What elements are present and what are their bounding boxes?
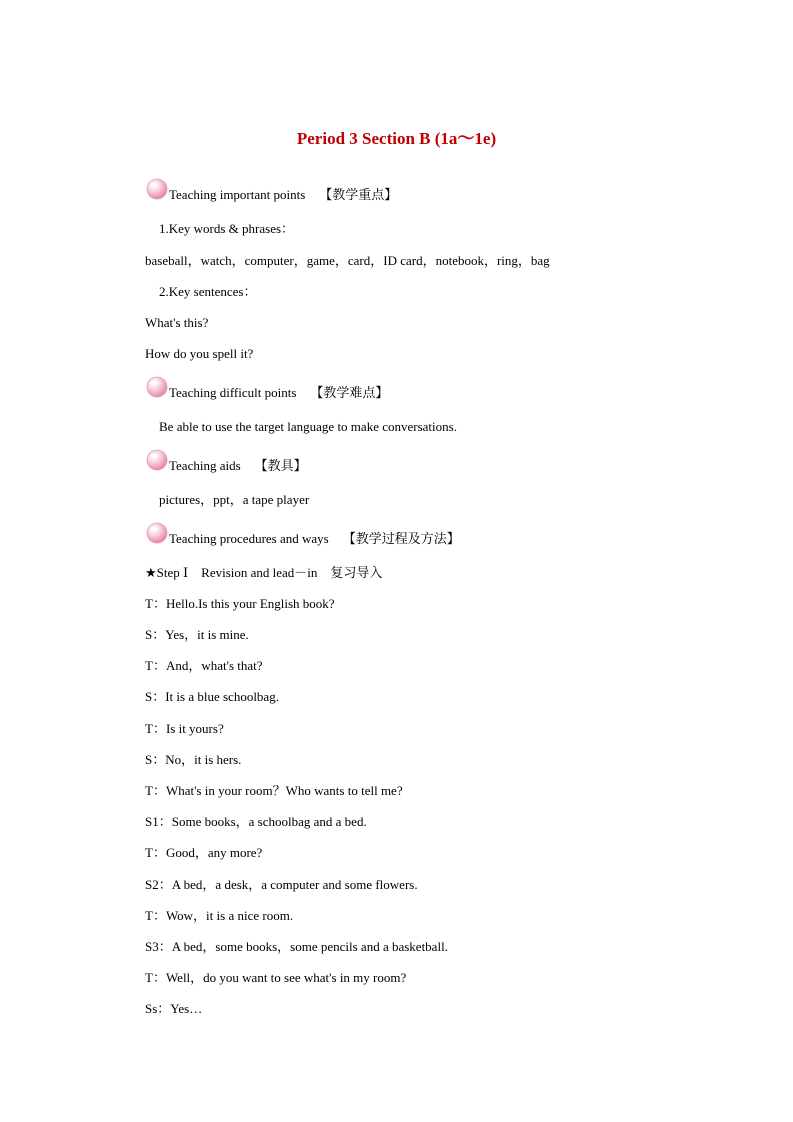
dialogue-line: T：Wow，it is a nice room. (145, 908, 294, 923)
section-label-en: Teaching aids (169, 458, 241, 473)
section-label-cn: 【教学重点】 (319, 187, 398, 202)
dialogue-line: S2：A bed，a desk，a computer and some flowers. (145, 877, 418, 892)
dialogue-line: Ss：Yes… (145, 1001, 203, 1016)
page-title: Period 3 Section B (1a～1e) (296, 129, 497, 148)
difficult-points-text: Be able to use the target language to make conversations. (159, 419, 457, 434)
section-label-en: Teaching procedures and ways (169, 531, 329, 546)
pink-bullet-icon (146, 178, 170, 202)
key-sentence: How do you spell it? (145, 346, 254, 361)
key-sentence: What's this? (145, 315, 209, 330)
dialogue-line: T：Well，do you want to see what's in my room? (145, 970, 407, 985)
dialogue-line: S：No，it is hers. (145, 752, 242, 767)
dialogue-line: T：And，what's that? (145, 658, 263, 673)
section-label-cn: 【教学过程及方法】 (342, 531, 460, 546)
section-label-cn: 【教具】 (254, 458, 307, 473)
dialogue-line: T：Hello.Is this your English book? (145, 596, 335, 611)
dialogue-line: T：Is it yours? (145, 721, 224, 736)
pink-bullet-icon (146, 376, 170, 400)
dialogue-line: S：It is a blue schoolbag. (145, 689, 279, 704)
teaching-aids-text: pictures，ppt，a tape player (159, 492, 310, 507)
section-label-en: Teaching difficult points (169, 385, 297, 400)
step-heading: ★Step Ⅰ Revision and lead－in 复习导入 (145, 565, 383, 580)
dialogue-line: T：Good，any more? (145, 845, 263, 860)
key-sentences-heading: 2.Key sentences： (159, 284, 257, 299)
dialogue-line: T：What's in your room？Who wants to tell me? (145, 783, 403, 798)
section-label-cn: 【教学难点】 (310, 385, 389, 400)
section-label-en: Teaching important points (169, 187, 306, 202)
key-words-heading: 1.Key words & phrases： (159, 221, 295, 236)
dialogue-line: S：Yes，it is mine. (145, 627, 249, 642)
dialogue-line: S1：Some books，a schoolbag and a bed. (145, 814, 367, 829)
key-words-list: baseball，watch，computer，game，card，ID card，notebook，ring，bag (145, 253, 550, 268)
dialogue-line: S3：A bed，some books，some pencils and a basketball. (145, 939, 448, 954)
pink-bullet-icon (146, 449, 170, 473)
pink-bullet-icon (146, 522, 170, 546)
